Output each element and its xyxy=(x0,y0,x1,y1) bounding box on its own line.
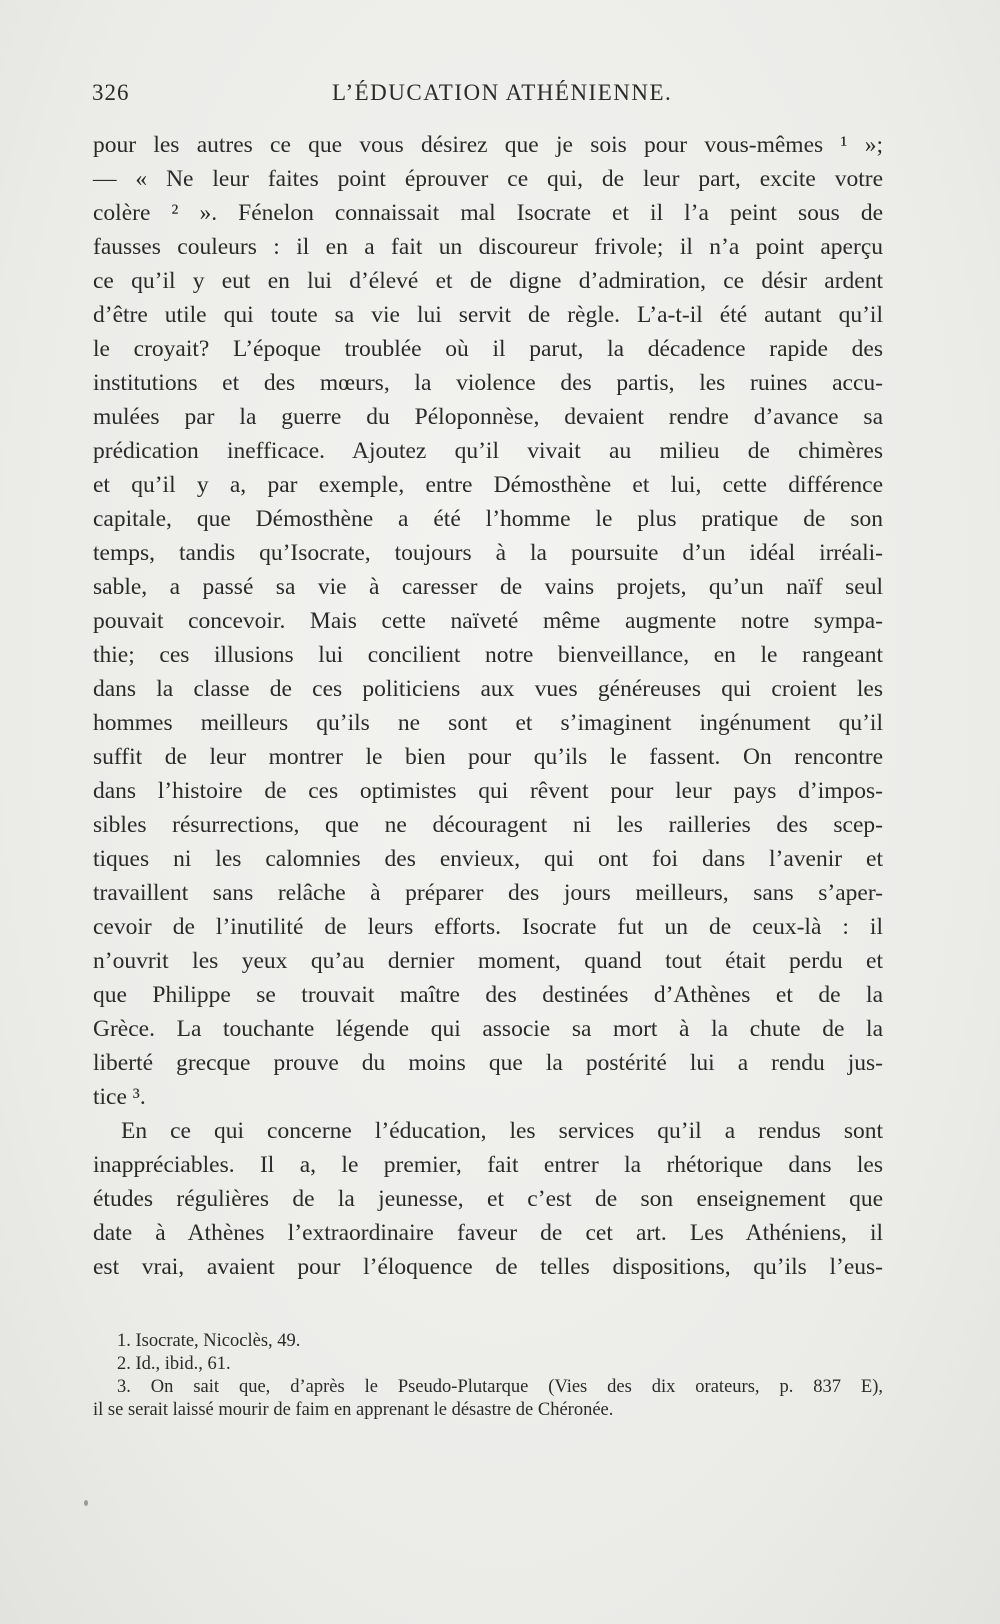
text-line: Grèce. La touchante légende qui associe sa mort à la chute de la xyxy=(93,1016,883,1042)
text-line: capitale, que Démosthène a été l’homme le plus pratique de son xyxy=(93,506,883,532)
text-line: études régulières de la jeunesse, et c’est de son enseignement que xyxy=(93,1186,883,1212)
text-line: pour les autres ce que vous désirez que je sois pour vous-mêmes ¹ »; xyxy=(93,132,883,158)
text-line: En ce qui concerne l’éducation, les services qu’il a rendus sont xyxy=(121,1118,883,1144)
text-line: hommes meilleurs qu’ils ne sont et s’imaginent ingénument qu’il xyxy=(93,710,883,736)
footnote-2: 2. Id., ibid., 61. xyxy=(117,1354,231,1374)
running-title: L’ÉDUCATION ATHÉNIENNE. xyxy=(332,80,673,105)
text-line: institutions et des mœurs, la violence des partis, les ruines accu- xyxy=(93,370,883,396)
footnote-3: 3. On sait que, d’après le Pseudo-Plutarque (Vies des dix orateurs, p. 837 E), xyxy=(117,1377,883,1397)
text-line: tice ³. xyxy=(93,1084,146,1110)
text-line: prédication inefficace. Ajoutez qu’il vivait au milieu de chimères xyxy=(93,438,883,464)
text-line: travaillent sans relâche à préparer des jours meilleurs, sans s’aper- xyxy=(93,880,883,906)
text-line: thie; ces illusions lui concilient notre bienveillance, en le rangeant xyxy=(93,642,883,668)
text-line: liberté grecque prouve du moins que la postérité lui a rendu jus- xyxy=(93,1050,883,1076)
text-line: temps, tandis qu’Isocrate, toujours à la poursuite d’un idéal irréali- xyxy=(93,540,883,566)
text-line: — « Ne leur faites point éprouver ce qui, de leur part, excite votre xyxy=(93,166,883,192)
text-line: date à Athènes l’extraordinaire faveur de cet art. Les Athéniens, il xyxy=(93,1220,883,1246)
paper-speck xyxy=(84,1500,88,1506)
text-line: sibles résurrections, que ne découragent ni les railleries des scep- xyxy=(93,812,883,838)
running-head xyxy=(92,80,882,110)
footnote-3-continued: il se serait laissé mourir de faim en apprenant le désastre de Chéronée. xyxy=(93,1400,614,1420)
text-line: cevoir de l’inutilité de leurs efforts. Isocrate fut un de ceux-là : il xyxy=(93,914,883,940)
text-line: le croyait? L’époque troublée où il parut, la décadence rapide des xyxy=(93,336,883,362)
text-line: n’ouvrit les yeux qu’au dernier moment, quand tout était perdu et xyxy=(93,948,883,974)
text-line: d’être utile qui toute sa vie lui servit de règle. L’a-t-il été autant qu’il xyxy=(93,302,883,328)
text-line: que Philippe se trouvait maître des destinées d’Athènes et de la xyxy=(93,982,883,1008)
text-line: et qu’il y a, par exemple, entre Démosthène et lui, cette différence xyxy=(93,472,883,498)
text-line: mulées par la guerre du Péloponnèse, devaient rendre d’avance sa xyxy=(93,404,883,430)
text-line: sable, a passé sa vie à caresser de vains projets, qu’un naïf seul xyxy=(93,574,883,600)
text-line: dans la classe de ces politiciens aux vues généreuses qui croient les xyxy=(93,676,883,702)
text-line: est vrai, avaient pour l’éloquence de telles dispositions, qu’ils l’eus- xyxy=(93,1254,883,1280)
text-line: pouvait concevoir. Mais cette naïveté même augmente notre sympa- xyxy=(93,608,883,634)
text-line: suffit de leur montrer le bien pour qu’ils le fassent. On rencontre xyxy=(93,744,883,770)
body-text xyxy=(93,128,883,1284)
text-line: fausses couleurs : il en a fait un discoureur frivole; il n’a point aperçu xyxy=(93,234,883,260)
footnote-1: 1. Isocrate, Nicoclès, 49. xyxy=(117,1331,301,1351)
page-number: 326 xyxy=(92,80,130,105)
text-line: inappréciables. Il a, le premier, fait entrer la rhétorique dans les xyxy=(93,1152,883,1178)
text-line: tiques ni les calomnies des envieux, qui ont foi dans l’avenir et xyxy=(93,846,883,872)
text-line: dans l’histoire de ces optimistes qui rêvent pour leur pays d’impos- xyxy=(93,778,883,804)
text-line: ce qu’il y eut en lui d’élevé et de digne d’admiration, ce désir ardent xyxy=(93,268,883,294)
text-line: colère ² ». Fénelon connaissait mal Isocrate et il l’a peint sous de xyxy=(93,200,883,226)
footnotes xyxy=(93,1330,883,1422)
